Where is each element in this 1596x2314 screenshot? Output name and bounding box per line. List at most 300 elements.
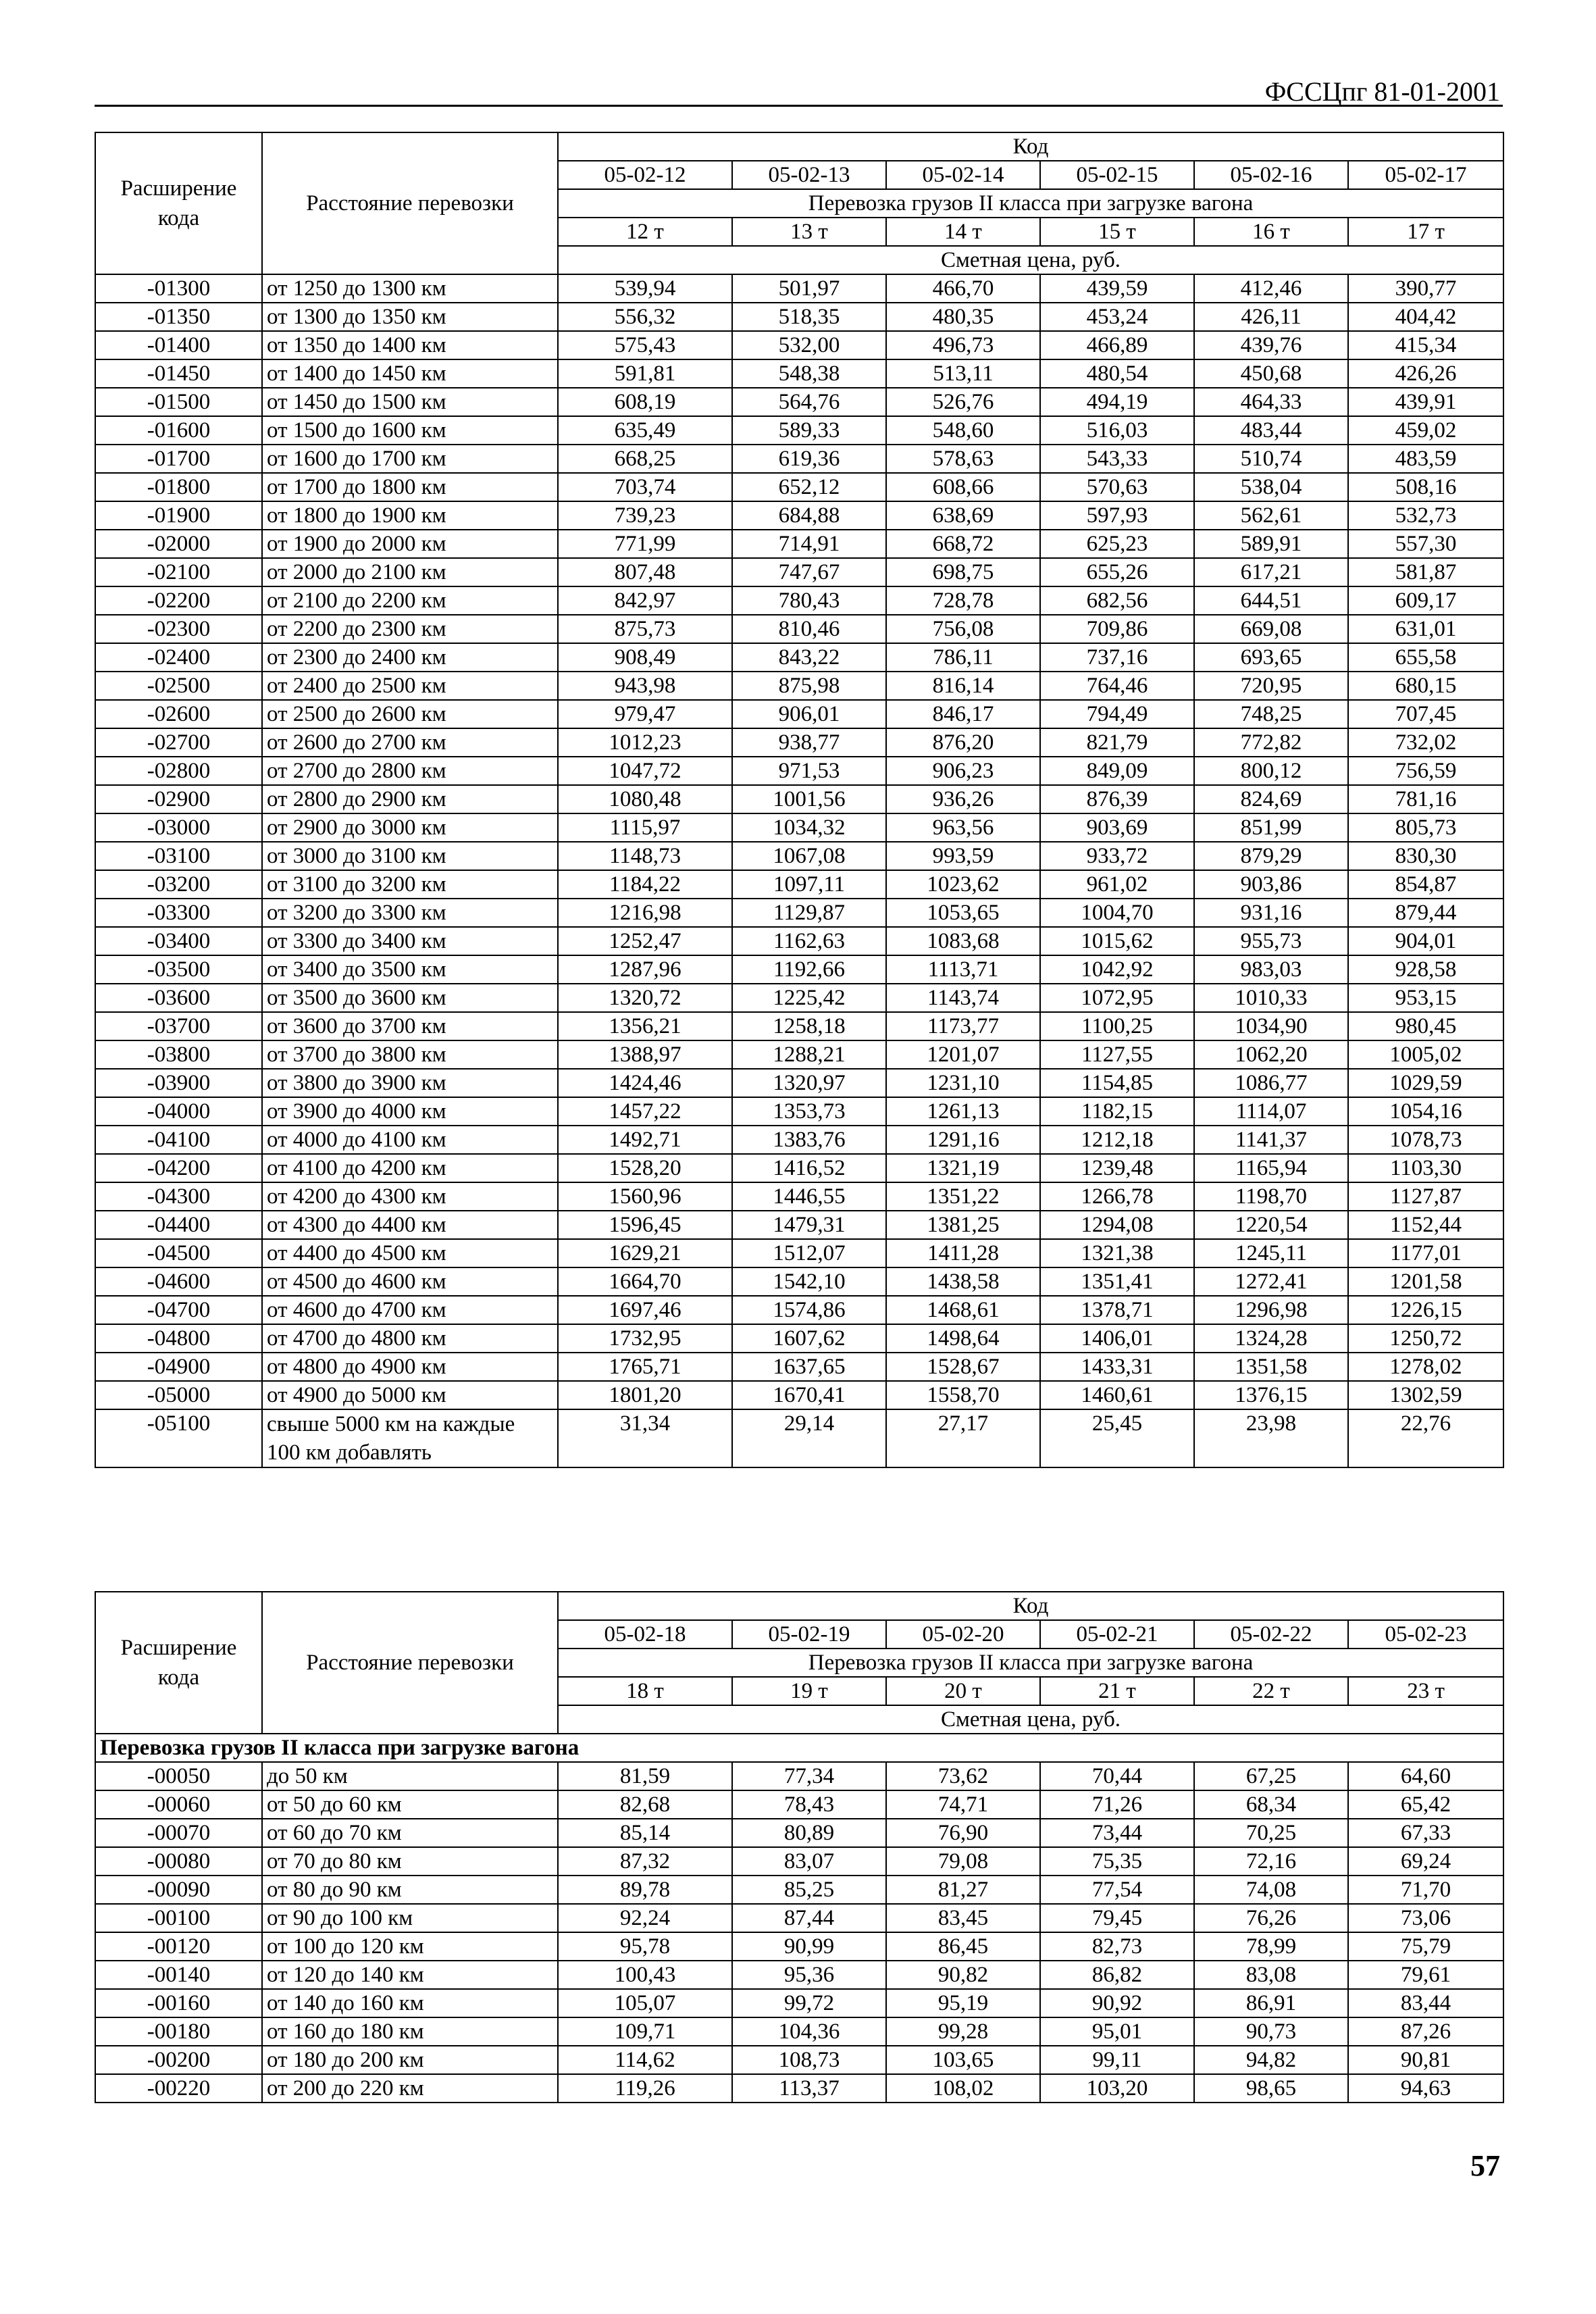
row-price: 1388,97 (558, 1040, 732, 1069)
table-row (95, 2074, 1503, 2103)
header-tonnage: 19 т (732, 1677, 886, 1705)
row-price: 95,01 (1040, 2017, 1194, 2046)
header-price: Сметная цена, руб. (558, 246, 1503, 274)
row-distance: от 1500 до 1600 км (262, 416, 558, 445)
row-price: 578,63 (886, 445, 1040, 473)
row-price: 25,45 (1040, 1409, 1194, 1467)
row-distance: от 4000 до 4100 км (262, 1126, 558, 1154)
row-price: 684,88 (732, 501, 886, 530)
row-price: 781,16 (1348, 785, 1503, 813)
row-price: 843,22 (732, 643, 886, 672)
row-extension: -01350 (95, 303, 262, 331)
row-price: 1152,44 (1348, 1211, 1503, 1239)
row-price: 90,73 (1194, 2017, 1348, 2046)
row-price: 772,82 (1194, 728, 1348, 757)
row-distance: от 1250 до 1300 км (262, 274, 558, 303)
row-price: 879,29 (1194, 842, 1348, 870)
row-price: 846,17 (886, 700, 1040, 728)
row-extension: -00140 (95, 1961, 262, 1989)
row-price: 800,12 (1194, 757, 1348, 785)
row-price: 1097,11 (732, 870, 886, 899)
row-price: 496,73 (886, 331, 1040, 359)
row-price: 113,37 (732, 2074, 886, 2103)
row-price: 617,21 (1194, 558, 1348, 586)
header-code-value: 05-02-16 (1194, 161, 1348, 189)
row-distance: от 4600 до 4700 км (262, 1296, 558, 1324)
row-price: 94,63 (1348, 2074, 1503, 2103)
row-price: 1034,32 (732, 813, 886, 842)
row-price: 1272,41 (1194, 1267, 1348, 1296)
header-extension: Расширение кода (95, 1592, 262, 1734)
row-price: 1012,23 (558, 728, 732, 757)
row-price: 1321,19 (886, 1154, 1040, 1182)
row-price: 903,69 (1040, 813, 1194, 842)
row-price: 1080,48 (558, 785, 732, 813)
row-price: 90,81 (1348, 2046, 1503, 2074)
row-price: 1173,77 (886, 1012, 1040, 1040)
row-price: 953,15 (1348, 984, 1503, 1012)
row-price: 1560,96 (558, 1182, 732, 1211)
table-row (95, 1324, 1503, 1353)
row-price: 1053,65 (886, 899, 1040, 927)
header-tonnage: 18 т (558, 1677, 732, 1705)
row-price: 78,99 (1194, 1932, 1348, 1961)
row-price: 1250,72 (1348, 1324, 1503, 1353)
row-price: 1141,37 (1194, 1126, 1348, 1154)
row-price: 1201,58 (1348, 1267, 1503, 1296)
row-distance: от 3400 до 3500 км (262, 955, 558, 984)
table-row (95, 1847, 1503, 1876)
row-price: 698,75 (886, 558, 1040, 586)
row-extension: -01300 (95, 274, 262, 303)
table-row (95, 2046, 1503, 2074)
row-extension: -04800 (95, 1324, 262, 1353)
row-price: 1498,64 (886, 1324, 1040, 1353)
row-extension: -02100 (95, 558, 262, 586)
row-extension: -02500 (95, 672, 262, 700)
row-price: 608,66 (886, 473, 1040, 501)
row-price: 1103,30 (1348, 1154, 1503, 1182)
row-distance: до 50 км (262, 1762, 558, 1790)
row-distance: от 4300 до 4400 км (262, 1211, 558, 1239)
row-price: 100,43 (558, 1961, 732, 1989)
row-price: 104,36 (732, 2017, 886, 2046)
row-price: 608,19 (558, 388, 732, 416)
row-price: 780,43 (732, 586, 886, 615)
row-price: 79,61 (1348, 1961, 1503, 1989)
row-price: 963,56 (886, 813, 1040, 842)
row-price: 1266,78 (1040, 1182, 1194, 1211)
row-price: 81,59 (558, 1762, 732, 1790)
document-code: ФССЦпг 81-01-2001 (1264, 76, 1500, 107)
table-row (95, 388, 1503, 416)
row-price: 849,09 (1040, 757, 1194, 785)
row-price: 961,02 (1040, 870, 1194, 899)
row-distance: от 4100 до 4200 км (262, 1154, 558, 1182)
row-distance: от 1450 до 1500 км (262, 388, 558, 416)
row-price: 943,98 (558, 672, 732, 700)
row-price: 76,26 (1194, 1904, 1348, 1932)
row-price: 1574,86 (732, 1296, 886, 1324)
table-row (95, 1819, 1503, 1847)
row-price: 1479,31 (732, 1211, 886, 1239)
row-price: 597,93 (1040, 501, 1194, 530)
row-price: 1004,70 (1040, 899, 1194, 927)
row-price: 108,73 (732, 2046, 886, 2074)
row-price: 1225,42 (732, 984, 886, 1012)
row-extension: -01600 (95, 416, 262, 445)
row-price: 1351,58 (1194, 1353, 1348, 1381)
table-row (95, 1126, 1503, 1154)
header-tonnage: 16 т (1194, 218, 1348, 246)
row-price: 1607,62 (732, 1324, 886, 1353)
row-price: 518,35 (732, 303, 886, 331)
row-price: 936,26 (886, 785, 1040, 813)
header-code-value: 05-02-18 (558, 1620, 732, 1649)
row-price: 1258,18 (732, 1012, 886, 1040)
header-code-value: 05-02-15 (1040, 161, 1194, 189)
row-distance: от 4800 до 4900 км (262, 1353, 558, 1381)
row-price: 1424,46 (558, 1069, 732, 1097)
row-price: 906,01 (732, 700, 886, 728)
row-extension: -00220 (95, 2074, 262, 2103)
table-row (95, 331, 1503, 359)
table-row (95, 870, 1503, 899)
row-price: 494,19 (1040, 388, 1194, 416)
row-distance: от 3100 до 3200 км (262, 870, 558, 899)
row-price: 70,44 (1040, 1762, 1194, 1790)
row-extension: -04300 (95, 1182, 262, 1211)
row-price: 510,74 (1194, 445, 1348, 473)
row-price: 756,08 (886, 615, 1040, 643)
row-extension: -04900 (95, 1353, 262, 1381)
table-row (95, 445, 1503, 473)
row-price: 82,68 (558, 1790, 732, 1819)
row-price: 1416,52 (732, 1154, 886, 1182)
row-price: 72,16 (1194, 1847, 1348, 1876)
row-price: 771,99 (558, 530, 732, 558)
row-price: 1324,28 (1194, 1324, 1348, 1353)
row-price: 1697,46 (558, 1296, 732, 1324)
row-price: 1320,72 (558, 984, 732, 1012)
row-price: 1029,59 (1348, 1069, 1503, 1097)
row-price: 73,44 (1040, 1819, 1194, 1847)
table-row (95, 842, 1503, 870)
row-price: 903,86 (1194, 870, 1348, 899)
row-price: 1528,67 (886, 1353, 1040, 1381)
row-price: 980,45 (1348, 1012, 1503, 1040)
row-distance: от 180 до 200 км (262, 2046, 558, 2074)
row-extension: -04100 (95, 1126, 262, 1154)
row-price: 1278,02 (1348, 1353, 1503, 1381)
row-price: 564,76 (732, 388, 886, 416)
row-price: 480,35 (886, 303, 1040, 331)
header-distance: Расстояние перевозки (262, 1592, 558, 1734)
row-distance: от 2200 до 2300 км (262, 615, 558, 643)
row-price: 75,79 (1348, 1932, 1503, 1961)
row-price: 114,62 (558, 2046, 732, 2074)
row-price: 682,56 (1040, 586, 1194, 615)
row-price: 94,82 (1194, 2046, 1348, 2074)
row-price: 513,11 (886, 359, 1040, 388)
row-extension: -02000 (95, 530, 262, 558)
header-tonnage: 14 т (886, 218, 1040, 246)
header-tonnage: 21 т (1040, 1677, 1194, 1705)
row-price: 538,04 (1194, 473, 1348, 501)
row-extension: -00200 (95, 2046, 262, 2074)
row-price: 83,08 (1194, 1961, 1348, 1989)
row-price: 87,32 (558, 1847, 732, 1876)
header-cargo: Перевозка грузов II класса при загрузке вагона (558, 189, 1503, 218)
row-price: 821,79 (1040, 728, 1194, 757)
row-price: 851,99 (1194, 813, 1348, 842)
row-price: 87,44 (732, 1904, 886, 1932)
header-row (95, 1592, 1503, 1620)
row-extension: -01500 (95, 388, 262, 416)
row-price: 904,01 (1348, 927, 1503, 955)
row-distance: от 2900 до 3000 км (262, 813, 558, 842)
row-distance: от 4700 до 4800 км (262, 1324, 558, 1353)
row-extension: -01800 (95, 473, 262, 501)
row-price: 931,16 (1194, 899, 1348, 927)
row-distance: от 90 до 100 км (262, 1904, 558, 1932)
row-price: 1261,13 (886, 1097, 1040, 1126)
row-distance: от 4200 до 4300 км (262, 1182, 558, 1211)
row-price: 85,25 (732, 1876, 886, 1904)
row-price: 1438,58 (886, 1267, 1040, 1296)
row-extension: -03800 (95, 1040, 262, 1069)
row-distance: от 1600 до 1700 км (262, 445, 558, 473)
row-extension: -04200 (95, 1154, 262, 1182)
row-extension: -01700 (95, 445, 262, 473)
row-extension: -01400 (95, 331, 262, 359)
table-row (95, 955, 1503, 984)
row-price: 1113,71 (886, 955, 1040, 984)
row-price: 589,33 (732, 416, 886, 445)
row-price: 1288,21 (732, 1040, 886, 1069)
row-extension: -00090 (95, 1876, 262, 1904)
row-price: 426,11 (1194, 303, 1348, 331)
table-row (95, 1069, 1503, 1097)
row-price: 669,08 (1194, 615, 1348, 643)
table-row (95, 1409, 1503, 1467)
row-price: 1637,65 (732, 1353, 886, 1381)
row-distance: свыше 5000 км на каждые 100 км добавлять (262, 1409, 558, 1467)
table-row (95, 1381, 1503, 1409)
row-price: 1765,71 (558, 1353, 732, 1381)
row-price: 105,07 (558, 1989, 732, 2017)
row-price: 86,45 (886, 1932, 1040, 1961)
row-distance: от 1700 до 1800 км (262, 473, 558, 501)
row-price: 739,23 (558, 501, 732, 530)
row-extension: -03400 (95, 927, 262, 955)
row-price: 1411,28 (886, 1239, 1040, 1267)
row-price: 86,82 (1040, 1961, 1194, 1989)
row-distance: от 4400 до 4500 км (262, 1239, 558, 1267)
row-price: 71,70 (1348, 1876, 1503, 1904)
row-price: 714,91 (732, 530, 886, 558)
row-price: 562,61 (1194, 501, 1348, 530)
row-distance: от 3200 до 3300 км (262, 899, 558, 927)
row-extension: -04500 (95, 1239, 262, 1267)
row-price: 1114,07 (1194, 1097, 1348, 1126)
row-price: 625,23 (1040, 530, 1194, 558)
row-extension: -03700 (95, 1012, 262, 1040)
row-extension: -02800 (95, 757, 262, 785)
row-price: 95,19 (886, 1989, 1040, 2017)
row-price: 1062,20 (1194, 1040, 1348, 1069)
row-price: 1086,77 (1194, 1069, 1348, 1097)
row-price: 1127,87 (1348, 1182, 1503, 1211)
header-code-value: 05-02-19 (732, 1620, 886, 1649)
header-code: Код (558, 132, 1503, 161)
row-price: 876,20 (886, 728, 1040, 757)
row-price: 570,63 (1040, 473, 1194, 501)
row-price: 1446,55 (732, 1182, 886, 1211)
table-row (95, 1239, 1503, 1267)
row-price: 1383,76 (732, 1126, 886, 1154)
row-price: 556,32 (558, 303, 732, 331)
row-price: 971,53 (732, 757, 886, 785)
row-price: 1034,90 (1194, 1012, 1348, 1040)
row-price: 79,45 (1040, 1904, 1194, 1932)
row-price: 1558,70 (886, 1381, 1040, 1409)
row-price: 830,30 (1348, 842, 1503, 870)
row-price: 680,15 (1348, 672, 1503, 700)
row-price: 99,11 (1040, 2046, 1194, 2074)
row-extension: -03200 (95, 870, 262, 899)
row-price: 1078,73 (1348, 1126, 1503, 1154)
header-code-value: 05-02-21 (1040, 1620, 1194, 1649)
row-price: 824,69 (1194, 785, 1348, 813)
row-price: 65,42 (1348, 1790, 1503, 1819)
row-price: 983,03 (1194, 955, 1348, 984)
row-price: 635,49 (558, 416, 732, 445)
header-tonnage: 22 т (1194, 1677, 1348, 1705)
row-price: 1294,08 (1040, 1211, 1194, 1239)
row-extension: -05100 (95, 1409, 262, 1467)
row-price: 1162,63 (732, 927, 886, 955)
row-distance: от 3600 до 3700 км (262, 1012, 558, 1040)
row-price: 609,17 (1348, 586, 1503, 615)
row-price: 390,77 (1348, 274, 1503, 303)
section-row (95, 1734, 1503, 1762)
row-price: 109,71 (558, 2017, 732, 2046)
row-distance: от 120 до 140 км (262, 1961, 558, 1989)
table-row (95, 558, 1503, 586)
table-row (95, 1040, 1503, 1069)
row-distance: от 4900 до 5000 км (262, 1381, 558, 1409)
row-price: 748,25 (1194, 700, 1348, 728)
row-distance: от 2600 до 2700 км (262, 728, 558, 757)
row-distance: от 3300 до 3400 км (262, 927, 558, 955)
row-price: 747,67 (732, 558, 886, 586)
table-row (95, 1296, 1503, 1324)
row-price: 638,69 (886, 501, 1040, 530)
page-number: 57 (1470, 2149, 1500, 2182)
row-price: 816,14 (886, 672, 1040, 700)
row-price: 644,51 (1194, 586, 1348, 615)
row-extension: -03900 (95, 1069, 262, 1097)
row-price: 1226,15 (1348, 1296, 1503, 1324)
table-row (95, 728, 1503, 757)
row-distance: от 3500 до 3600 км (262, 984, 558, 1012)
row-price: 466,70 (886, 274, 1040, 303)
row-extension: -01450 (95, 359, 262, 388)
row-price: 532,00 (732, 331, 886, 359)
table-row (95, 672, 1503, 700)
header-tonnage: 13 т (732, 218, 886, 246)
row-price: 439,59 (1040, 274, 1194, 303)
header-code-value: 05-02-13 (732, 161, 886, 189)
table-row (95, 1876, 1503, 1904)
row-price: 1072,95 (1040, 984, 1194, 1012)
row-extension: -00180 (95, 2017, 262, 2046)
row-price: 453,24 (1040, 303, 1194, 331)
row-price: 1252,47 (558, 927, 732, 955)
row-price: 1010,33 (1194, 984, 1348, 1012)
table-row (95, 984, 1503, 1012)
row-price: 67,25 (1194, 1762, 1348, 1790)
row-price: 1320,97 (732, 1069, 886, 1097)
row-extension: -02200 (95, 586, 262, 615)
header-code-value: 05-02-14 (886, 161, 1040, 189)
row-distance: от 2000 до 2100 км (262, 558, 558, 586)
row-price: 98,65 (1194, 2074, 1348, 2103)
table-row (95, 1790, 1503, 1819)
row-price: 68,34 (1194, 1790, 1348, 1819)
row-price: 906,23 (886, 757, 1040, 785)
row-price: 1198,70 (1194, 1182, 1348, 1211)
row-price: 1433,31 (1040, 1353, 1194, 1381)
header-tonnage: 20 т (886, 1677, 1040, 1705)
row-price: 404,42 (1348, 303, 1503, 331)
row-price: 1664,70 (558, 1267, 732, 1296)
row-price: 1115,97 (558, 813, 732, 842)
table-row (95, 501, 1503, 530)
row-price: 619,36 (732, 445, 886, 473)
row-price: 83,07 (732, 1847, 886, 1876)
row-price: 532,73 (1348, 501, 1503, 530)
row-price: 76,90 (886, 1819, 1040, 1847)
row-price: 1182,15 (1040, 1097, 1194, 1126)
row-price: 1381,25 (886, 1211, 1040, 1239)
row-distance: от 100 до 120 км (262, 1932, 558, 1961)
table-row (95, 586, 1503, 615)
row-extension: -02400 (95, 643, 262, 672)
row-price: 794,49 (1040, 700, 1194, 728)
table-row (95, 1989, 1503, 2017)
row-price: 807,48 (558, 558, 732, 586)
row-price: 955,73 (1194, 927, 1348, 955)
row-distance: от 2300 до 2400 км (262, 643, 558, 672)
row-price: 1356,21 (558, 1012, 732, 1040)
row-extension: -00080 (95, 1847, 262, 1876)
row-price: 1231,10 (886, 1069, 1040, 1097)
row-price: 1468,61 (886, 1296, 1040, 1324)
row-distance: от 3700 до 3800 км (262, 1040, 558, 1069)
table-row (95, 1961, 1503, 1989)
row-price: 1351,22 (886, 1182, 1040, 1211)
row-price: 439,91 (1348, 388, 1503, 416)
row-price: 1054,16 (1348, 1097, 1503, 1126)
table-row (95, 1211, 1503, 1239)
table-row (95, 700, 1503, 728)
row-price: 589,91 (1194, 530, 1348, 558)
row-price: 1460,61 (1040, 1381, 1194, 1409)
row-extension: -04700 (95, 1296, 262, 1324)
row-price: 1732,95 (558, 1324, 732, 1353)
